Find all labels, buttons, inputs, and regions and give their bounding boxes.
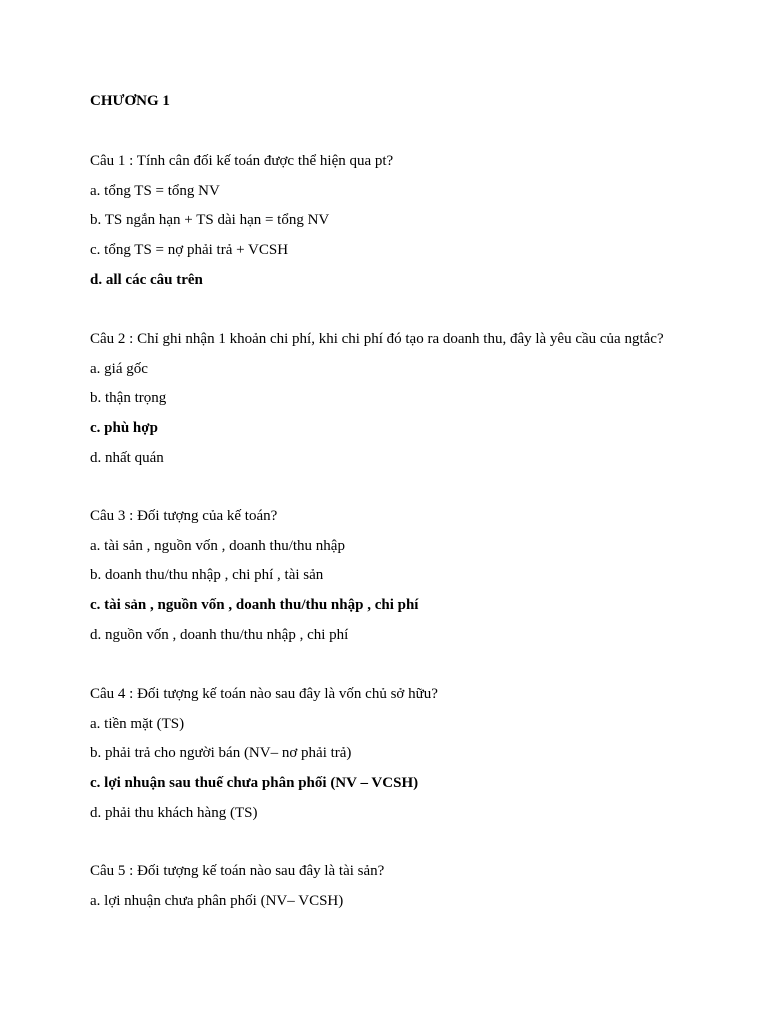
question-2 xyxy=(90,330,750,478)
answer-option: a. lợi nhuận chưa phân phối (NV– VCSH) xyxy=(90,892,344,909)
answer-option: a. tổng TS = tổng NV xyxy=(90,182,220,199)
question-text: Câu 5 : Đối tượng kế toán nào sau đây là tài sản? xyxy=(90,863,385,879)
answer-option: d. nhất quán xyxy=(90,449,164,466)
answer-option: a. tiền mặt (TS) xyxy=(90,715,185,732)
answer-option: a. tài sản , nguồn vốn , doanh thu/thu nhập xyxy=(90,537,345,554)
answer-option-correct: c. tài sản , nguồn vốn , doanh thu/thu nhập , chi phí xyxy=(90,597,419,614)
question-text: Câu 2 : Chỉ ghi nhận 1 khoản chi phí, khi chi phí đó tạo ra doanh thu, đây là yêu cầu của ngtắc? xyxy=(90,331,664,347)
answer-option-correct: c. phù hợp xyxy=(90,420,158,437)
answer-option: a. giá gốc xyxy=(90,360,148,377)
answer-option: d. nguồn vốn , doanh thu/thu nhập , chi phí xyxy=(90,626,349,643)
question-1 xyxy=(90,152,750,300)
question-text: Câu 3 : Đối tượng của kế toán? xyxy=(90,508,278,524)
answer-option-correct: c. lợi nhuận sau thuế chưa phân phối (NV – VCSH) xyxy=(90,775,419,792)
answer-option: b. doanh thu/thu nhập , chi phí , tài sản xyxy=(90,567,324,584)
question-4 xyxy=(90,685,750,833)
answer-option: b. phải trả cho người bán (NV– nơ phải trả) xyxy=(90,745,352,762)
answer-option: d. phải thu khách hàng (TS) xyxy=(90,804,258,821)
answer-option: c. tổng TS = nợ phải trả + VCSH xyxy=(90,242,289,259)
answer-option: b. TS ngắn hạn + TS dài hạn = tổng NV xyxy=(90,212,330,229)
question-text: Câu 4 : Đối tượng kế toán nào sau đây là vốn chủ sở hữu? xyxy=(90,686,438,702)
answer-option: b. thận trọng xyxy=(90,390,167,407)
question-5 xyxy=(90,862,750,921)
chapter-title: CHƯƠNG 1 xyxy=(90,93,170,109)
question-text: Câu 1 : Tính cân đối kế toán được thể hiện qua pt? xyxy=(90,153,394,169)
answer-option-correct: d. all các câu trên xyxy=(90,271,203,288)
question-3 xyxy=(90,507,750,655)
